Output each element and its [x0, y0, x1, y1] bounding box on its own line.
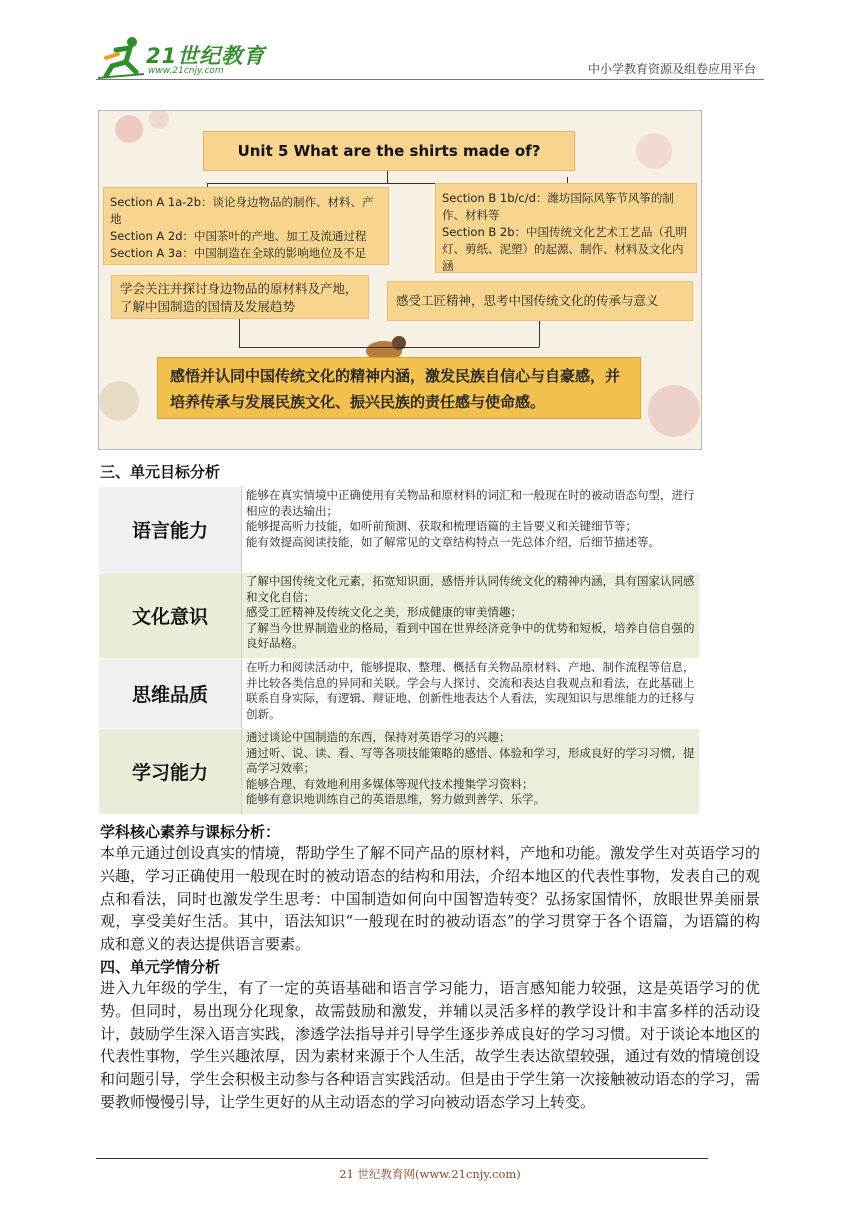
row-line: 在听力和阅读活动中，能够提取、整理、概括有关物品原材料、产地、制作流程等信息，并比较各类信息的异同和关联。学会与人探讨、交流和表达自我观点和看法，在此基础上联系自身实际，有逻辑、辩证地、创新性地表达个人看法，实现知识与思维能力的迁移与创新。: [246, 660, 695, 721]
section-b-item: Section B 2b：中国传统文化艺术工艺品（孔明灯、剪纸、泥塑）的起源、制作、材料及文化内涵: [442, 225, 688, 273]
section-4-heading: 四、单元学情分析: [100, 958, 221, 976]
section-3-heading: 三、单元目标分析: [100, 463, 221, 481]
connector-line: [239, 347, 539, 348]
logo-text: 21世纪教育: [146, 44, 266, 68]
row-line: 了解中国传统文化元素，拓宽知识面，感悟并认同传统文化的精神内涵，具有国家认同感和文化自信；: [246, 574, 695, 604]
goal-box-right: 感受工匠精神，思考中国传统文化的传承与意义: [387, 281, 693, 321]
core-heading: 学科核心素养与课标分析：: [100, 823, 281, 841]
table-row: [99, 573, 700, 659]
row-content: [242, 659, 700, 729]
header-platform-name: 中小学教育资源及组卷应用平台: [587, 62, 756, 76]
final-goal-box: 感悟并认同中国传统文化的精神内涵，激发民族自信心与自豪感，并培养传承与发展民族文化、振兴民族的责任感与使命感。: [157, 357, 641, 419]
table-row: [99, 659, 700, 729]
table-row: [99, 487, 700, 573]
row-content: [242, 573, 700, 659]
row-line: 能够合理、有效地利用多媒体等现代技术搜集学习资料；: [246, 776, 534, 791]
footer-divider: [96, 1158, 708, 1159]
row-line: 能够提高听力技能，如听前预测、获取和梳理语篇的主旨要义和关键细节等；: [246, 519, 637, 533]
row-line: 能够在真实情境中正确使用有关物品和原材料的词汇和一般现在时的被动语态句型，进行相应的表达输出；: [246, 488, 695, 518]
table-row: [99, 729, 700, 815]
unit-concept-map: [98, 110, 702, 450]
row-label: 思维品质: [99, 659, 242, 729]
section-a-item: Section A 2d：中国茶叶的产地、加工及流通过程: [110, 229, 367, 243]
section-a-item: Section A 3a：中国制造在全球的影响地位及不足: [110, 246, 367, 260]
header-divider: [96, 79, 764, 80]
row-label: 文化意识: [99, 573, 242, 659]
connector-line: [539, 321, 540, 347]
row-content: [242, 729, 700, 815]
row-line: 能够有意识地训练自己的英语思维，努力做到善学、乐学。: [246, 792, 545, 806]
section-a-item: Section A 1a-2b：谈论身边物品的制作、材料、产地: [110, 195, 374, 226]
unit-goals-table: [98, 486, 700, 815]
section-a-box: [103, 187, 389, 265]
row-label: 语言能力: [99, 487, 242, 573]
connector-line: [387, 170, 388, 183]
row-line: 感受工匠精神及传统文化之美，形成健康的审美情趣；: [246, 605, 522, 619]
row-content: [242, 487, 700, 573]
goal-box-left: 学会关注并探讨身边物品的原材料及产地，了解中国制造的国情及发展趋势: [111, 275, 369, 319]
row-label: 学习能力: [99, 729, 242, 815]
unit-title: Unit 5 What are the shirts made of?: [203, 131, 575, 171]
footer-text: 21 世纪教育网(www.21cnjy.com): [339, 1167, 521, 1181]
connector-line: [239, 319, 240, 347]
row-line: 了解当今世界制造业的格局，看到中国在世界经济竞争中的优势和短板，培养自信自强的良好品格。: [246, 620, 695, 650]
section-b-item: Section B 1b/c/d：潍坊国际风筝节风筝的制作、材料等: [442, 191, 674, 222]
section-b-box: [435, 183, 697, 273]
row-line: 通过听、说、读、看、写等各项技能策略的感悟、体验和学习，形成良好的学习习惯，提高学习效率；: [246, 745, 695, 775]
row-line: 通过谈论中国制造的东西，保持对英语学习的兴趣；: [246, 730, 511, 744]
logo-url: www.21cnjy.com: [148, 66, 224, 76]
student-analysis-paragraph: 进入九年级的学生，有了一定的英语基础和语言学习能力，语言感知能力较强，这是英语学习的优势。但同时，易出现分化现象，故需鼓励和激发，并辅以灵活多样的教学设计和丰富多样的活动设计，鼓励学生深入语言实践，渗透学法指导并引导学生逐步养成良好的学习习惯。对于谈论本地区的代表性事物，学生兴趣浓厚，因为素材来源于个人生活，故学生表达欲望较强，通过有效的情境创设和问题引导，学生会积极主动参与各种语言实践活动。但是由于学生第一次接触被动语态的学习，需要教师慢慢引导，让学生更好的从主动语态的学习向被动语态学习上转变。: [100, 979, 761, 1111]
runner-icon: [96, 34, 148, 80]
row-line: 能有效提高阅读技能，如了解常见的文章结构特点一先总体介绍，后细节描述等。: [246, 534, 660, 549]
core-paragraph: 本单元通过创设真实的情境，帮助学生了解不同产品的原材料，产地和功能。激发学生对英语学习的兴趣，学习正确使用一般现在时的被动语态的结构和用法，介绍本地区的代表性事物，发表自己的观点和看法，同时也激发学生思考：中国制造如何向中国智造转变？弘扬家国情怀，放眼世界美丽景观，享受美好生活。其中，语法知识“一般现在时的被动语态”的学习贯穿于各个语篇，为语篇的构成和意义的表达提供语言要素。: [100, 844, 761, 954]
